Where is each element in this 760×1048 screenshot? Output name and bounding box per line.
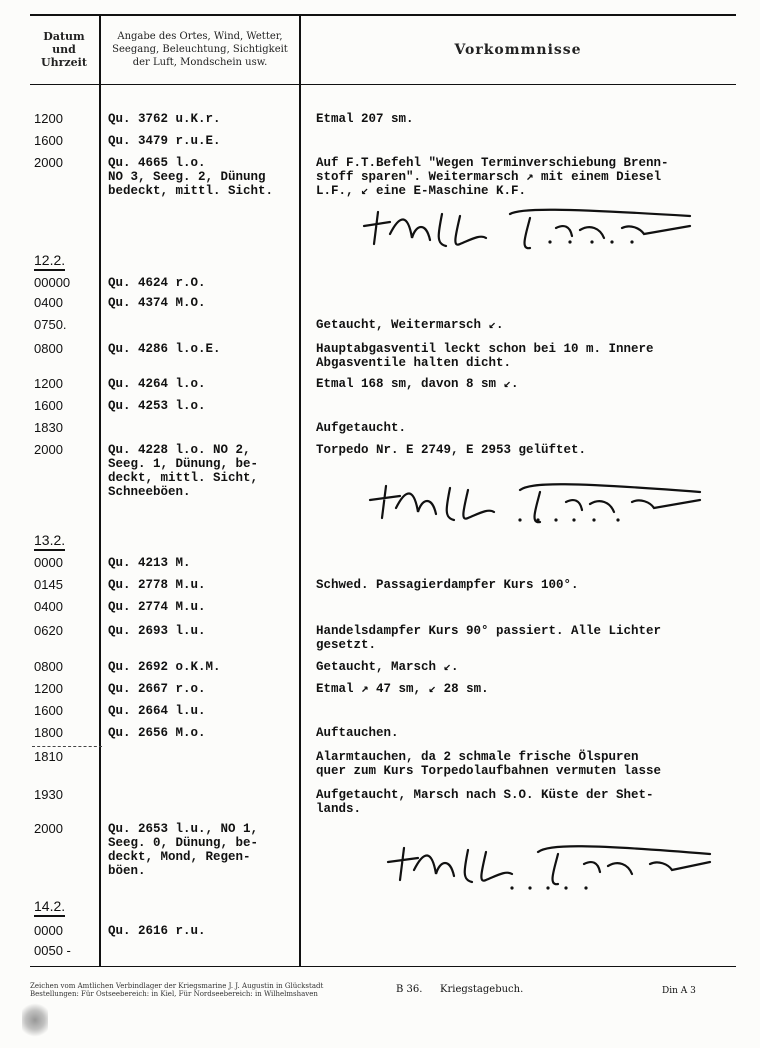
entry-time: 1200	[34, 681, 63, 696]
entry-event: Aufgetaucht, Marsch nach S.O. Küste der Shet- lands.	[316, 788, 654, 816]
form-number: B 36.	[396, 984, 423, 995]
header-datum: Datum	[43, 30, 85, 43]
entry-event: Handelsdampfer Kurs 90° passiert. Alle Lichter gesetzt.	[316, 624, 662, 652]
printer-line-2: Bestellungen: Für Ostseebereich: in Kiel, Für Nordseebereich: in Wilhelmshaven	[30, 990, 318, 998]
entry-position: Qu. 4228 l.o. NO 2, Seeg. 1, Dünung, be- deckt, mittl. Sicht, Schneeböen.	[108, 443, 259, 499]
commander-signature-3	[360, 836, 720, 896]
entry-time: 1600	[34, 398, 63, 413]
header-uhrzeit: Uhrzeit	[41, 56, 87, 69]
entry-time: 0800	[34, 659, 63, 674]
header-vorkommnisse: Vorkommnisse	[454, 42, 582, 58]
entry-event: Getaucht, Marsch ↙.	[316, 660, 459, 674]
entry-event: Auf F.T.Befehl "Wegen Terminverschiebung Brenn- stoff sparen". Weitermarsch ↗ mit einem Diesel L.F., ↙ eine E-Maschine K.F.	[316, 156, 669, 198]
entry-time: 1930	[34, 787, 63, 802]
entry-event: Etmal ↗ 47 sm, ↙ 28 sm.	[316, 682, 489, 696]
dotted-separator	[32, 746, 102, 747]
footer-rule	[30, 966, 736, 967]
entry-position: Qu. 2664 l.u.	[108, 704, 206, 718]
header-col-datum	[32, 30, 96, 69]
date-heading: 14.2.	[34, 898, 65, 917]
entry-position: Qu. 4624 r.O.	[108, 276, 206, 290]
header-angabe-line-3: der Luft, Mondschein usw.	[132, 57, 268, 68]
entry-position: Qu. 2778 M.u.	[108, 578, 206, 592]
entry-position: Qu. 2774 M.u.	[108, 600, 206, 614]
scan-smudge	[22, 1000, 48, 1040]
entry-event: Alarmtauchen, da 2 schmale frische Ölspuren quer zum Kurs Torpedolaufbahnen vermuten lasse	[316, 750, 662, 778]
entry-time: 0620	[34, 623, 63, 638]
entry-time: 1200	[34, 111, 63, 126]
column-divider-1	[99, 14, 101, 966]
entry-position: Qu. 2656 M.o.	[108, 726, 206, 740]
entry-time: 2000	[34, 821, 63, 836]
entry-position: Qu. 4264 l.o.	[108, 377, 206, 391]
entry-time: 0000	[34, 555, 63, 570]
commander-signature-1	[360, 204, 720, 264]
entry-position: Qu. 2692 o.K.M.	[108, 660, 221, 674]
header-und: und	[52, 43, 76, 56]
entry-event: Etmal 168 sm, davon 8 sm ↙.	[316, 377, 519, 391]
entry-event: Etmal 207 sm.	[316, 112, 414, 126]
entry-time: 1800	[34, 725, 63, 740]
entry-time: 2000	[34, 442, 63, 457]
entry-time: 1600	[34, 133, 63, 148]
entry-time: 0000	[34, 923, 63, 938]
printer-line-1: Zeichen vom Amtlichen Verbindlager der Kriegsmarine J. J. Augustin in Glückstadt	[30, 982, 324, 990]
entry-position: Qu. 4286 l.o.E.	[108, 342, 221, 356]
date-heading: 12.2.	[34, 252, 65, 271]
entry-time: 0145	[34, 577, 63, 592]
entry-time: 1600	[34, 703, 63, 718]
entry-time: 1200	[34, 376, 63, 391]
header-col-angabe	[102, 30, 298, 69]
entry-time: 1830	[34, 420, 63, 435]
entry-position: Qu. 3479 r.u.E.	[108, 134, 221, 148]
paper-size: Din A 3	[662, 986, 696, 996]
entry-event: Torpedo Nr. E 2749, E 2953 gelüftet.	[316, 443, 587, 457]
entry-position: Qu. 3762 u.K.r.	[108, 112, 221, 126]
entry-time: 2000	[34, 155, 63, 170]
entry-event: Aufgetaucht.	[316, 421, 407, 435]
entry-position: Qu. 4213 M.	[108, 556, 191, 570]
entry-time: 1810	[34, 749, 63, 764]
entry-position: Qu. 4253 l.o.	[108, 399, 206, 413]
column-divider-2	[299, 14, 301, 966]
entry-position: Qu. 2616 r.u.	[108, 924, 206, 938]
entry-time: 0400	[34, 599, 63, 614]
top-rule	[30, 14, 736, 16]
entry-position: Qu. 4374 M.O.	[108, 296, 206, 310]
entry-time: 0800	[34, 341, 63, 356]
printer-imprint	[30, 982, 730, 998]
entry-event: Auftauchen.	[316, 726, 399, 740]
date-heading: 13.2.	[34, 532, 65, 551]
form-title: Kriegstagebuch.	[440, 984, 524, 995]
entry-position: Qu. 2667 r.o.	[108, 682, 206, 696]
entry-event: Schwed. Passagierdampfer Kurs 100°.	[316, 578, 579, 592]
entry-event: Getaucht, Weitermarsch ↙.	[316, 318, 504, 332]
entry-position: Qu. 2653 l.u., NO 1, Seeg. 0, Dünung, be- deckt, Mond, Regen- böen.	[108, 822, 259, 878]
header-angabe-line-2: Seegang, Beleuchtung, Sichtigkeit	[112, 44, 288, 55]
entry-time: 00000	[34, 275, 71, 290]
commander-signature-2	[360, 478, 720, 538]
entry-position: Qu. 4665 l.o. NO 3, Seeg. 2, Dünung bedeckt, mittl. Sicht.	[108, 156, 274, 198]
entry-time: 0400	[34, 295, 63, 310]
entry-event: Hauptabgasventil leckt schon bei 10 m. Innere Abgasventile halten dicht.	[316, 342, 654, 370]
entry-time: 0050 -	[34, 943, 71, 958]
header-bottom-rule	[30, 84, 736, 85]
entry-time: 0750.	[34, 317, 67, 332]
header-angabe-line-1: Angabe des Ortes, Wind, Wetter,	[117, 31, 283, 42]
entry-position: Qu. 2693 l.u.	[108, 624, 206, 638]
